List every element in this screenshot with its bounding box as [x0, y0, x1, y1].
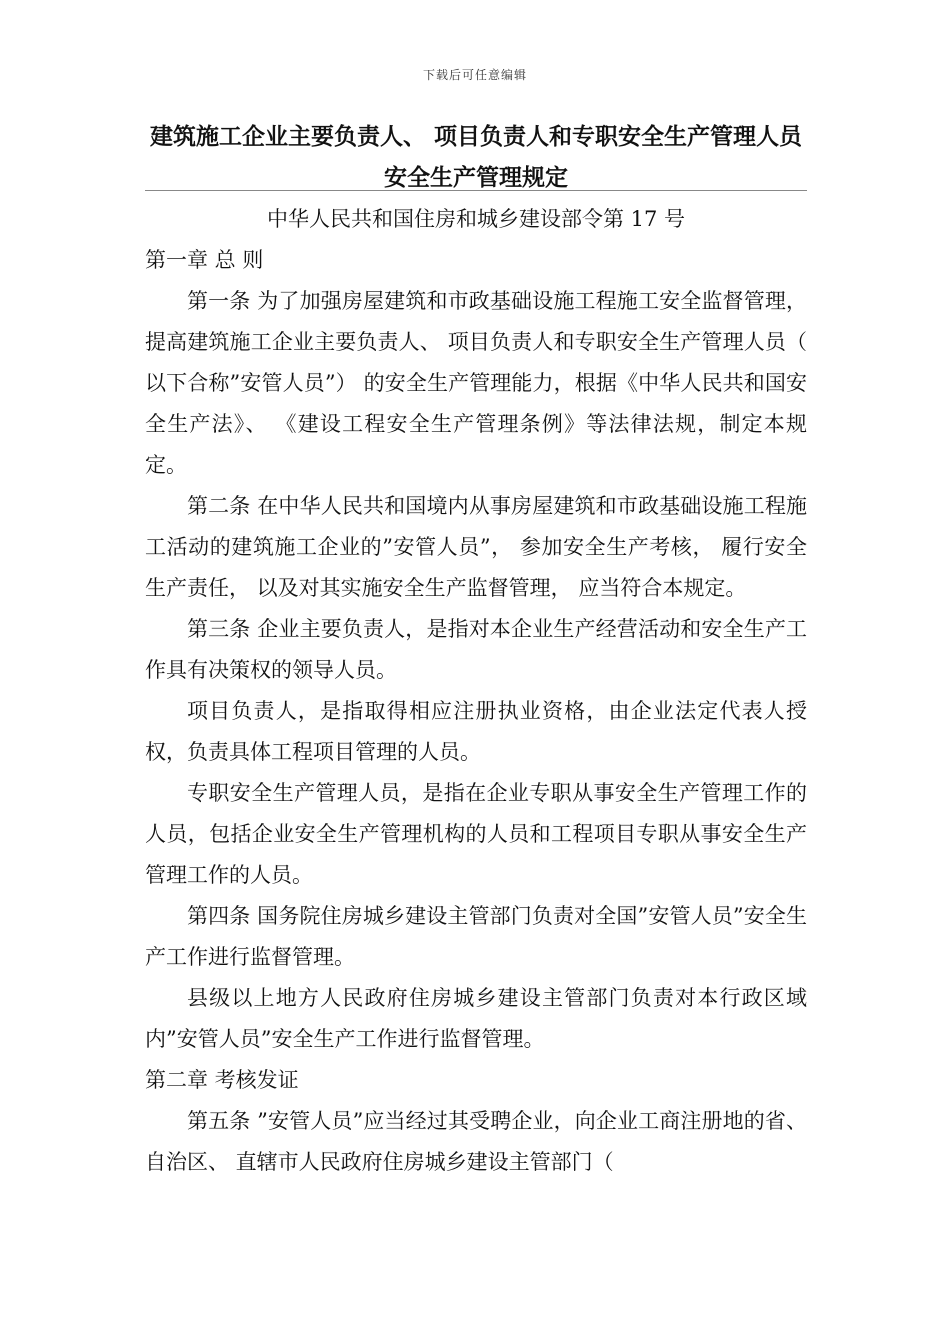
- article-paragraph: 县级以上地方人民政府住房城乡建设主管部门负责对本行政区域内”安管人员”安全生产工作进行监督管理。: [145, 986, 807, 1051]
- article-paragraph: 第二条 在中华人民共和国境内从事房屋建筑和市政基础设施工程施工活动的建筑施工企业的”安管人员”， 参加安全生产考核， 履行安全生产责任， 以及对其实施安全生产监督管理， 应当符合本规定。: [145, 494, 807, 600]
- article-paragraph: 第一条 为了加强房屋建筑和市政基础设施工程施工安全监督管理，提高建筑施工企业主要负责人、 项目负责人和专职安全生产管理人员（ 以下合称”安管人员”） 的安全生产管理能力，根据《中华人民共和国安全生产法》、 《建设工程安全生产管理条例》等法律法规，制定本规定。: [145, 289, 807, 477]
- article-paragraph: 项目负责人，是指取得相应注册执业资格，由企业法定代表人授权，负责具体工程项目管理的人员。: [145, 699, 807, 764]
- article-paragraph: 专职安全生产管理人员，是指在企业专职从事安全生产管理工作的人员，包括企业安全生产管理机构的人员和工程项目专职从事安全生产管理工作的人员。: [145, 781, 807, 887]
- article-paragraph: 第四条 国务院住房城乡建设主管部门负责对全国”安管人员”安全生产工作进行监督管理。: [145, 904, 807, 969]
- decree-subtitle: 中华人民共和国住房和城乡建设部令第 17 号: [266, 207, 686, 231]
- chapter-heading: 第一章 总 则: [145, 248, 264, 272]
- title-divider: [145, 190, 807, 191]
- article-paragraph: 第三条 企业主要负责人，是指对本企业生产经营活动和安全生产工作具有决策权的领导人员。: [145, 617, 807, 682]
- document-title-line-1: 建筑施工企业主要负责人、 项目负责人和专职安全生产管理人员: [149, 124, 802, 150]
- header-note: 下载后可任意编辑: [422, 68, 527, 82]
- article-paragraph: 第五条 ”安管人员”应当经过其受聘企业，向企业工商注册地的省、 自治区、 直辖市人民政府住房城乡建设主管部门（: [145, 1109, 807, 1174]
- document-title-line-2: 安全生产管理规定: [384, 165, 568, 191]
- document-body: [145, 240, 807, 1183]
- chapter-heading: 第二章 考核发证: [145, 1068, 299, 1092]
